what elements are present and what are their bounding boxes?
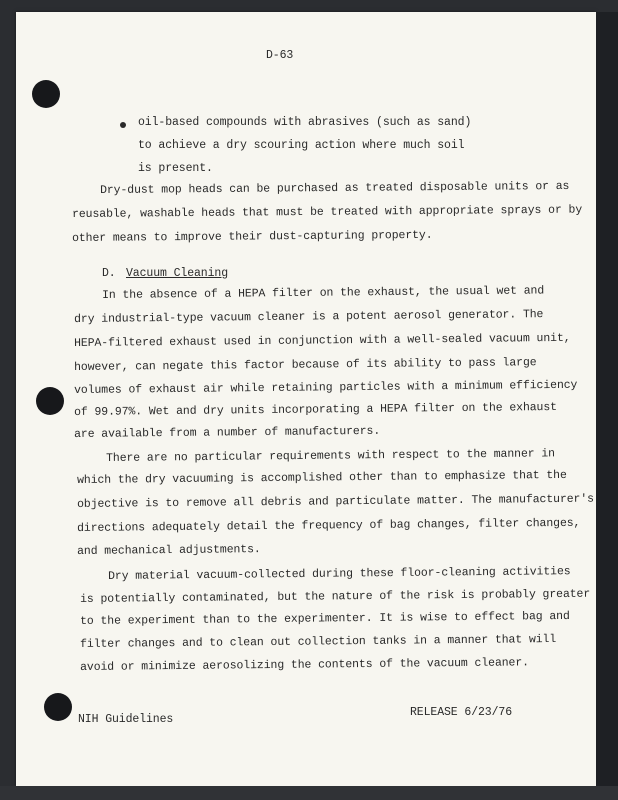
paragraph-line: There are no particular requirements with respect to the manner in (106, 447, 555, 465)
paragraph-line: which the dry vacuuming is accomplished other than to emphasize that the (77, 468, 567, 487)
paragraph-line: avoid or minimize aerosolizing the contents of the vacuum cleaner. (80, 656, 529, 674)
scanner-background-right (596, 12, 618, 800)
paragraph-line: In the absence of a HEPA filter on the exhaust, the usual wet and (102, 284, 545, 302)
section-letter: D. (102, 267, 116, 280)
bullet-line: oil-based compounds with abrasives (such as sand) (138, 116, 472, 129)
page-number: D-63 (266, 49, 294, 62)
paragraph-line: of 99.97%. Wet and dry units incorporating a HEPA filter on the exhaust (74, 400, 558, 419)
paragraph-line: and mechanical adjustments. (77, 543, 261, 558)
punch-hole-middle (36, 387, 64, 415)
paragraph-line: to the experiment than to the experimenter. It is wise to effect bag and (80, 609, 570, 628)
scanner-background-bottom (0, 786, 618, 800)
punch-hole-top (32, 80, 60, 108)
paragraph-line: dry industrial-type vacuum cleaner is a potent aerosol generator. The (74, 308, 544, 326)
paragraph-line: objective is to remove all debris and particulate matter. The manufacturer's (77, 492, 594, 511)
paragraph-line: is potentially contaminated, but the nature of the risk is probably greater (80, 587, 591, 606)
paragraph-line: Dry material vacuum-collected during these floor-cleaning activities (108, 565, 571, 583)
paragraph-line: Dry-dust mop heads can be purchased as treated disposable units or as (100, 179, 570, 197)
bullet-line: to achieve a dry scouring action where much soil (138, 139, 465, 152)
bullet-line: is present. (138, 162, 213, 175)
punch-hole-bottom (44, 693, 72, 721)
paragraph-line: HEPA-filtered exhaust used in conjunction with a well-sealed vacuum unit, (74, 331, 571, 350)
section-heading: Vacuum Cleaning (126, 267, 229, 280)
paragraph-line: volumes of exhaust air while retaining particles with a minimum efficiency (74, 378, 578, 397)
paragraph-line: are available from a number of manufacturers. (74, 424, 381, 441)
paragraph-line: directions adequately detail the frequency of bag changes, filter changes, (77, 516, 581, 535)
paragraph-line: filter changes and to clean out collection tanks in a manner that will (80, 633, 557, 651)
bullet-dot (120, 122, 126, 128)
footer-left: NIH Guidelines (78, 713, 174, 726)
paragraph-line: other means to improve their dust-capturing property. (72, 228, 433, 245)
paragraph-line: reusable, washable heads that must be treated with appropriate sprays or by (72, 203, 583, 221)
footer-right: RELEASE 6/23/76 (410, 706, 513, 719)
paragraph-line: however, can negate this factor because of its ability to pass large (74, 356, 537, 374)
